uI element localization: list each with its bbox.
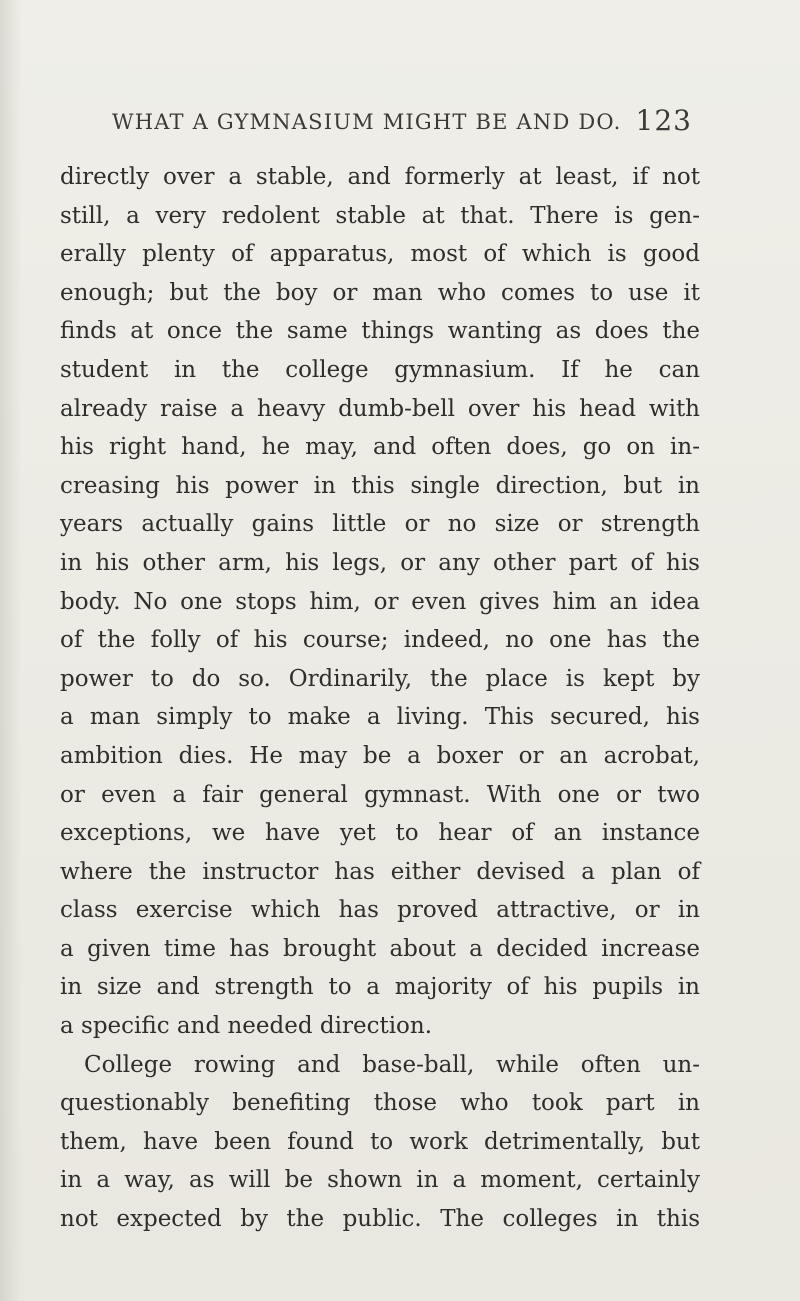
text-line: creasing his power in this single direction, but in	[60, 472, 700, 499]
text-line: his right hand, he may, and often does, go on in-	[60, 434, 700, 461]
text-line: a given time has brought about a decided increase	[60, 935, 700, 962]
text-line: ambition dies. He may be a boxer or an acrobat,	[60, 742, 700, 769]
text-line: where the instructor has either devised a plan of	[60, 858, 700, 885]
text-line: of the folly of his course; indeed, no one has the	[60, 627, 700, 654]
text-line: years actually gains little or no size or strength	[60, 511, 700, 538]
text-line: student in the college gymnasium. If he can	[60, 356, 700, 383]
text-line: enough; but the boy or man who comes to use it	[60, 279, 700, 306]
text-line: in size and strength to a majority of his pupils in	[60, 974, 700, 1001]
text-line: erally plenty of apparatus, most of which is good	[60, 241, 700, 268]
text-line: them, have been found to work detrimentally, but	[60, 1128, 700, 1155]
text-line: a specific and needed direction.	[60, 1013, 433, 1040]
text-line: not expected by the public. The colleges in this	[60, 1206, 700, 1233]
page-number: 123	[635, 104, 692, 137]
running-title: WHAT A GYMNASIUM MIGHT BE AND DO.	[112, 110, 622, 134]
text-line: questionably benefiting those who took part in	[60, 1090, 700, 1117]
text-line: still, a very redolent stable at that. There is gen-	[60, 202, 700, 229]
text-line: directly over a stable, and formerly at least, if not	[60, 164, 700, 190]
text-line: finds at once the same things wanting as does the	[60, 318, 700, 345]
text-line: power to do so. Ordinarily, the place is kept by	[60, 665, 700, 692]
text-line: College rowing and base-ball, while often un-	[84, 1051, 700, 1078]
text-line: exceptions, we have yet to hear of an instance	[60, 820, 700, 847]
text-line: or even a fair general gymnast. With one or two	[60, 781, 700, 808]
text-line: body. No one stops him, or even gives him an idea	[60, 588, 700, 615]
body-text	[60, 158, 700, 1239]
text-line: a man simply to make a living. This secured, his	[60, 704, 700, 731]
running-head	[112, 104, 692, 144]
page-gutter-shadow	[0, 0, 22, 1301]
text-line: already raise a heavy dumb-bell over his head with	[60, 395, 700, 422]
text-line: class exercise which has proved attractive, or in	[60, 897, 700, 924]
text-line: in his other arm, his legs, or any other part of his	[60, 549, 700, 576]
text-line: in a way, as will be shown in a moment, certainly	[60, 1167, 700, 1194]
